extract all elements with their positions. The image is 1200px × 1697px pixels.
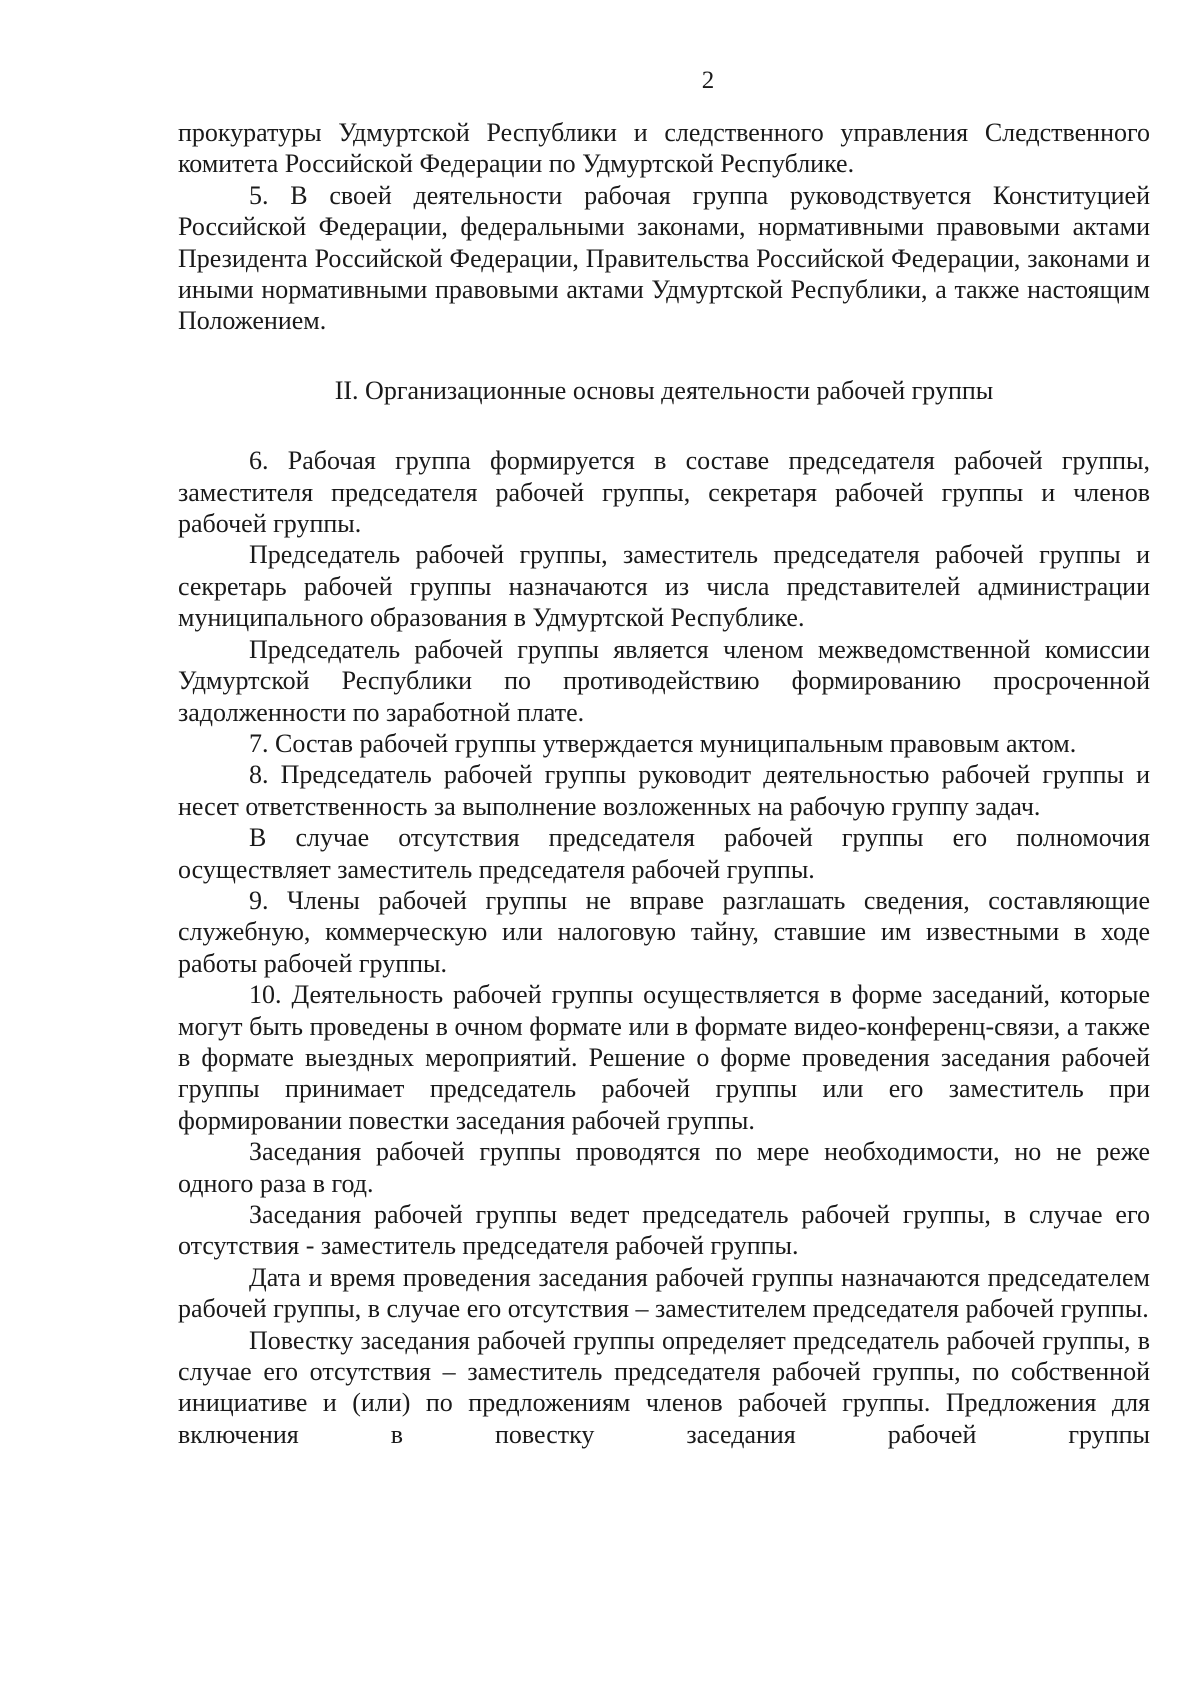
paragraph-6-chairman: Председатель рабочей группы является членом межведомственной комиссии Удмуртской Республики по противодействию формированию просроченной задолженности по заработной плате. xyxy=(178,634,1150,727)
paragraph-6-members: Председатель рабочей группы, заместитель председателя рабочей группы и секретарь рабочей группы назначаются из числа представителей администрации муниципального образования в Удмуртской Республике. xyxy=(178,540,1150,633)
document-page xyxy=(178,0,1150,1697)
paragraph-10-conduct: Заседания рабочей группы ведет председатель рабочей группы, в случае его отсутствия - заместитель председателя рабочей группы. xyxy=(178,1200,1150,1261)
paragraph-8-absence: В случае отсутствия председателя рабочей группы его полномочия осуществляет заместитель председателя рабочей группы. xyxy=(178,823,1150,884)
paragraph-7: 7. Состав рабочей группы утверждается муниципальным правовым актом. xyxy=(249,728,1077,758)
paragraph-5: 5. В своей деятельности рабочая группа руководствуется Конституцией Российской Федерации, федеральными законами, нормативными правовыми актами Президента Российской Федерации, Правительства Российской Федерации, законами и иными нормативными правовыми актами Удмуртской Республики, а также настоящим Положением. xyxy=(178,180,1150,336)
document-body xyxy=(178,117,1150,1450)
paragraph-9: 9. Члены рабочей группы не вправе разглашать сведения, составляющие служебную, коммерческую или налоговую тайну, ставшие им известными в ходе работы рабочей группы. xyxy=(178,885,1150,978)
paragraph-continued: прокуратуры Удмуртской Республики и следственного управления Следственного комитета Российской Федерации по Удмуртской Республике. xyxy=(178,118,1150,179)
paragraph-10-date: Дата и время проведения заседания рабочей группы назначаются председателем рабочей группы, в случае его отсутствия – заместителем председателя рабочей группы. xyxy=(178,1262,1150,1324)
paragraph-10: 10. Деятельность рабочей группы осуществляется в форме заседаний, которые могут быть проведены в очном формате или в формате видео-конференц-связи, а также в формате выездных мероприятий. Решение о форме проведения заседания рабочей группы принимает председатель рабочей группы или его заместитель при формировании повестки заседания рабочей группы. xyxy=(178,980,1150,1135)
page-number: 2 xyxy=(701,67,715,94)
paragraph-10-agenda: Повестку заседания рабочей группы определяет председатель рабочей группы, в случае его отсутствия – заместитель председателя рабочей группы, по собственной инициативе и (или) по предложениям членов рабочей группы. Предложения для включения в повестку заседания рабочей группы xyxy=(178,1325,1150,1449)
paragraph-8: 8. Председатель рабочей группы руководит деятельностью рабочей группы и несет ответственность за выполнение возложенных на рабочую группу задач. xyxy=(178,760,1150,821)
section-heading: II. Организационные основы деятельности рабочей группы xyxy=(334,375,994,405)
paragraph-10-frequency: Заседания рабочей группы проводятся по мере необходимости, но не реже одного раза в год. xyxy=(178,1137,1150,1198)
paragraph-6: 6. Рабочая группа формируется в составе председателя рабочей группы, заместителя председателя рабочей группы, секретаря рабочей группы и членов рабочей группы. xyxy=(178,446,1150,539)
